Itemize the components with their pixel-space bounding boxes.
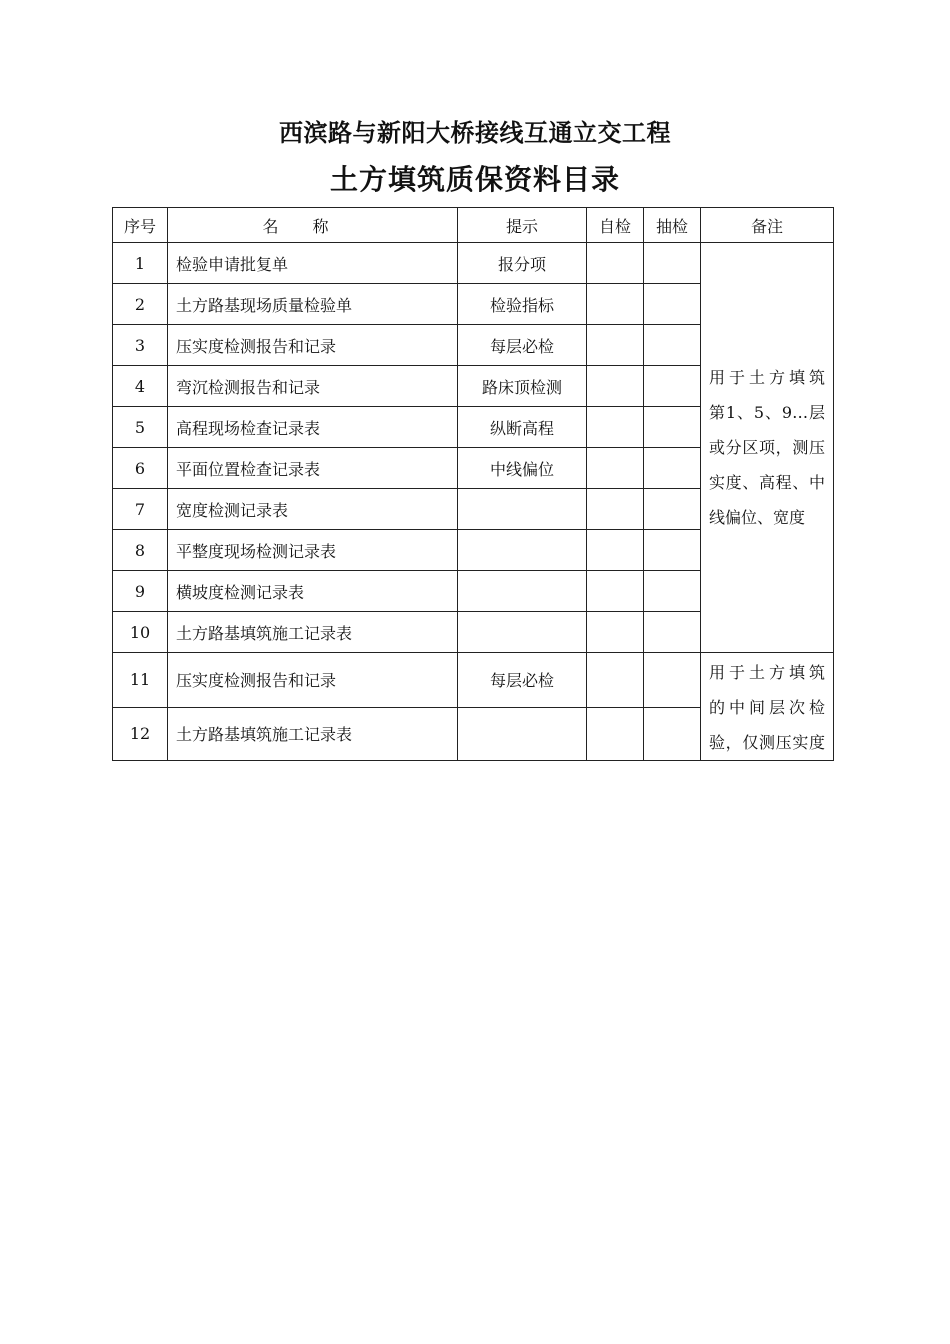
row-hint: 纵断高程	[458, 407, 587, 448]
row-name: 平整度现场检测记录表	[168, 530, 458, 571]
row-name: 土方路基填筑施工记录表	[168, 612, 458, 653]
project-title: 西滨路与新阳大桥接线互通立交工程	[279, 118, 671, 147]
row-name: 压实度检测报告和记录	[168, 325, 458, 366]
row-hint	[458, 489, 587, 530]
row-no: 8	[113, 530, 168, 571]
row-spot-check	[644, 407, 701, 448]
column-header-self-check: 自检	[587, 208, 644, 243]
row-hint: 中线偏位	[458, 448, 587, 489]
row-self-check	[587, 325, 644, 366]
row-no: 9	[113, 571, 168, 612]
row-name: 检验申请批复单	[168, 243, 458, 284]
row-self-check	[587, 284, 644, 325]
row-name: 宽度检测记录表	[168, 489, 458, 530]
row-name: 弯沉检测报告和记录	[168, 366, 458, 407]
row-self-check	[587, 448, 644, 489]
row-spot-check	[644, 530, 701, 571]
row-self-check	[587, 612, 644, 653]
column-header-hint: 提示	[458, 208, 587, 243]
note-line: 线偏位、宽度	[709, 508, 806, 527]
row-no: 6	[113, 448, 168, 489]
row-spot-check	[644, 707, 701, 760]
row-spot-check	[644, 284, 701, 325]
row-no: 4	[113, 366, 168, 407]
row-name: 压实度检测报告和记录	[168, 653, 458, 708]
row-hint: 每层必检	[458, 653, 587, 708]
row-no: 10	[113, 612, 168, 653]
note-group-a	[701, 243, 834, 653]
row-hint	[458, 707, 587, 760]
note-line: 的中间层次检	[709, 698, 825, 717]
column-header-no: 序号	[113, 208, 168, 243]
row-self-check	[587, 407, 644, 448]
row-name: 土方路基填筑施工记录表	[168, 707, 458, 760]
row-self-check	[587, 489, 644, 530]
note-line: 或分区项，测压	[709, 438, 825, 457]
catalog-table	[112, 207, 834, 761]
column-header-spot-check: 抽检	[644, 208, 701, 243]
column-header-note: 备注	[701, 208, 834, 243]
table-header-row	[113, 208, 834, 243]
row-spot-check	[644, 489, 701, 530]
row-self-check	[587, 707, 644, 760]
table-row	[113, 243, 834, 284]
note-group-b	[701, 653, 834, 761]
row-spot-check	[644, 366, 701, 407]
row-hint	[458, 612, 587, 653]
row-name: 横坡度检测记录表	[168, 571, 458, 612]
row-self-check	[587, 243, 644, 284]
row-self-check	[587, 571, 644, 612]
row-spot-check	[644, 571, 701, 612]
row-hint: 路床顶检测	[458, 366, 587, 407]
row-hint: 每层必检	[458, 325, 587, 366]
row-self-check	[587, 653, 644, 708]
row-no: 2	[113, 284, 168, 325]
row-hint: 检验指标	[458, 284, 587, 325]
row-name: 高程现场检查记录表	[168, 407, 458, 448]
row-spot-check	[644, 448, 701, 489]
table-row	[113, 653, 834, 708]
row-hint	[458, 571, 587, 612]
row-spot-check	[644, 243, 701, 284]
row-spot-check	[644, 653, 701, 708]
row-self-check	[587, 530, 644, 571]
note-line: 验，仅测压实度	[709, 733, 825, 752]
row-no: 7	[113, 489, 168, 530]
row-hint	[458, 530, 587, 571]
document-title: 土方填筑质保资料目录	[329, 163, 620, 196]
row-self-check	[587, 366, 644, 407]
row-name: 平面位置检查记录表	[168, 448, 458, 489]
column-header-name: 名称	[168, 208, 458, 243]
row-no: 3	[113, 325, 168, 366]
row-no: 11	[113, 653, 168, 708]
note-line: 用于土方填筑	[709, 663, 825, 682]
note-line: 第1、5、9…层	[709, 403, 825, 422]
row-no: 1	[113, 243, 168, 284]
row-spot-check	[644, 612, 701, 653]
row-no: 5	[113, 407, 168, 448]
note-line: 实度、高程、中	[709, 473, 825, 492]
row-name: 土方路基现场质量检验单	[168, 284, 458, 325]
row-hint: 报分项	[458, 243, 587, 284]
row-spot-check	[644, 325, 701, 366]
row-no: 12	[113, 707, 168, 760]
note-line: 用于土方填筑	[709, 368, 825, 387]
